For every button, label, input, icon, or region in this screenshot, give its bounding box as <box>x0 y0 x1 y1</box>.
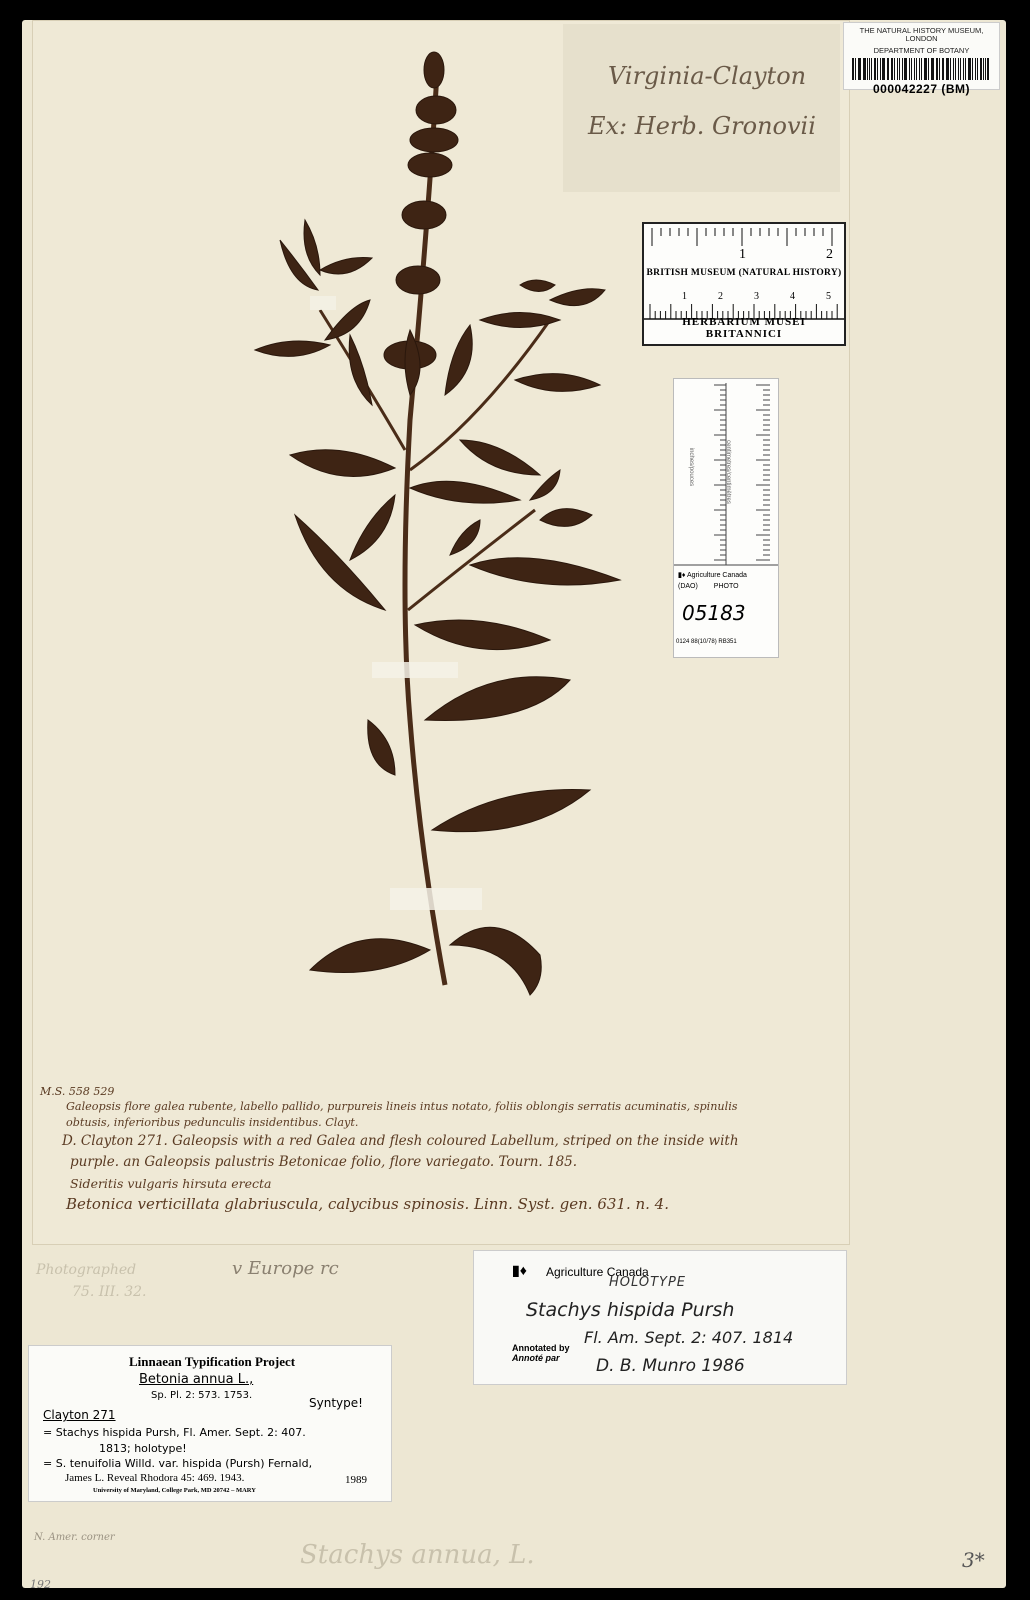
barcode-bar <box>943 58 944 80</box>
ruler-bottom-number: 5 <box>826 291 831 302</box>
species-pencil-note: Stachys annua, L. <box>300 1540 535 1570</box>
barcode-bar <box>939 58 940 80</box>
institution-line2: DEPARTMENT OF BOTANY <box>873 46 970 55</box>
barcode-bar <box>921 58 922 80</box>
barcode-bar <box>869 58 870 80</box>
ltp-line4: James L. Reveal Rhodora 45: 469. 1943. <box>65 1472 245 1484</box>
leaves <box>255 220 620 995</box>
barcode-bar <box>877 58 879 80</box>
barcode-bar <box>987 58 989 80</box>
holotype-label <box>473 1250 847 1385</box>
corner-mark: 3* <box>962 1548 985 1572</box>
barcode-bar <box>911 58 912 80</box>
barcode <box>852 58 991 80</box>
main-stem <box>405 55 445 985</box>
dao-scale-ruler <box>673 378 779 658</box>
barcode-bar <box>960 58 962 80</box>
tape-strip <box>372 662 458 678</box>
ltp-collector: Clayton 271 <box>43 1408 116 1422</box>
ltp-line3: = S. tenuifolia Willd. var. hispida (Pursh) Fernald, <box>43 1457 313 1470</box>
barcode-bar <box>863 58 866 80</box>
ltp-line1: = Stachys hispida Pursh, Fl. Amer. Sept. 2: 407. <box>43 1426 306 1439</box>
museum-name: BRITISH MUSEUM (NATURAL HISTORY) <box>646 268 842 278</box>
barcode-bar <box>932 58 934 80</box>
ltp-title: Linnaean Typification Project <box>129 1354 296 1369</box>
barcode-bar <box>882 58 885 80</box>
barcode-label <box>843 22 1000 96</box>
holotype-species: Stachys hispida Pursh <box>526 1299 735 1321</box>
ltp-citation: Sp. Pl. 2: 573. 1753. <box>151 1390 253 1401</box>
barcode-bar <box>928 58 929 80</box>
barcode-bar <box>924 58 927 80</box>
ruler-top-number: 1 <box>739 247 746 262</box>
collector-label-line2: Ex: Herb. Gronovii <box>588 112 816 140</box>
annotated-by: Annotated by <box>512 1343 570 1353</box>
dao-agency: Agriculture Canada <box>687 572 747 579</box>
annote-par: Annoté par <box>512 1353 560 1363</box>
barcode-bar <box>867 58 868 80</box>
barcode-bar <box>904 58 907 80</box>
barcode-bar <box>916 58 917 80</box>
ltp-year: 1989 <box>345 1474 367 1486</box>
unit-inches: inches/pouces <box>688 447 695 487</box>
collector-label-line1: Virginia-Clayton <box>608 62 807 90</box>
corner-note: N. Amer. corner <box>34 1532 115 1543</box>
barcode-bar <box>909 58 911 80</box>
photographed-note: Photographed <box>36 1262 137 1278</box>
dao-code: (DAO) <box>678 583 698 590</box>
barcode-bar <box>880 58 881 80</box>
note-line4: purple. an Galeopsis palustris Betonicae folio, flore variegato. Tourn. 185. <box>70 1154 578 1170</box>
barcode-bar <box>931 58 932 80</box>
annotator: D. B. Munro 1986 <box>596 1356 745 1376</box>
handwritten-notes <box>40 1085 850 1215</box>
barcode-bar <box>950 58 951 80</box>
barcode-bar <box>955 58 956 80</box>
institution-line1: THE NATURAL HISTORY MUSEUM, LONDON <box>859 26 984 43</box>
barcode-bar <box>859 58 861 80</box>
tape-strip <box>310 296 336 310</box>
photo-number: 05183 <box>682 601 746 625</box>
barcode-bar <box>894 58 895 80</box>
dao-footer: 0124 88(10/78) RB351 <box>676 639 737 645</box>
ltp-line2: 1813; holotype! <box>99 1442 187 1455</box>
ruler-bottom-number: 3 <box>754 291 759 302</box>
photographed-date: 75. III. 32. <box>72 1284 147 1300</box>
barcode-bar <box>963 58 964 80</box>
ms-ref: M.S. 558 529 <box>40 1085 115 1098</box>
barcode-bar <box>958 58 959 80</box>
barcode-bar <box>897 58 898 80</box>
ruler-bottom-number: 1 <box>682 291 687 302</box>
barcode-bar <box>888 58 889 80</box>
barcode-bar <box>977 58 978 80</box>
barcode-bar <box>887 58 888 80</box>
type-status: HOLOTYPE <box>609 1275 687 1290</box>
ruler-bottom-number: 4 <box>790 291 795 302</box>
barcode-bar <box>965 58 966 80</box>
barcode-bar <box>953 58 955 80</box>
ltp-footer: University of Maryland, College Park, MD 20742 – MARY <box>93 1487 256 1494</box>
barcode-bar <box>871 58 872 80</box>
unit-cm: centimetres/centimètres <box>724 440 731 504</box>
barcode-bar <box>855 58 856 80</box>
barcode-bar <box>914 58 915 80</box>
barcode-bar <box>852 58 854 80</box>
tape-strip <box>390 888 482 910</box>
holotype-agency: Agriculture Canada <box>546 1265 649 1279</box>
barcode-bar <box>936 58 938 80</box>
barcode-bar <box>946 58 949 80</box>
specimen-number: 000042227 (BM) <box>872 82 971 96</box>
holotype-reference: Fl. Am. Sept. 2: 407. 1814 <box>584 1328 794 1347</box>
barcode-bar <box>975 58 976 80</box>
page-number: 192 <box>30 1578 51 1591</box>
herbarium-name: HERBARIUM MUSEI BRITANNICI <box>682 316 806 340</box>
barcode-bar <box>983 58 984 80</box>
note-line5: Sideritis vulgaris hirsuta erecta <box>70 1176 272 1191</box>
barcode-bar <box>919 58 921 80</box>
europe-note: v Europe rc <box>232 1258 339 1279</box>
note-line6: Betonica verticillata glabriuscula, calycibus spinosis. Linn. Syst. gen. 631. n. 4. <box>66 1195 669 1213</box>
note-line1: Galeopsis flore galea rubente, labello pallido, purpureis lineis intus notato, foliis oblongis serratis acuminatis, spinulis <box>66 1100 738 1113</box>
barcode-bar <box>902 58 903 80</box>
barcode-bar <box>980 58 982 80</box>
canada-flag-icon: ▮♦ <box>512 1264 527 1279</box>
barcode-bar <box>891 58 893 80</box>
barcode-bar <box>968 58 971 80</box>
note-line2: obtusis, inferioribus pedunculis insidentibus. Clayt. <box>66 1116 359 1129</box>
collector-label <box>563 24 840 192</box>
barcode-bar <box>972 58 974 80</box>
barcode-bar <box>874 58 876 80</box>
ruler-top-number: 2 <box>826 247 833 262</box>
canada-flag-icon: ▮♦ <box>678 572 686 579</box>
ruler-bottom-number: 2 <box>718 291 723 302</box>
barcode-bar <box>858 58 859 80</box>
note-line3: D. Clayton 271. Galeopsis with a red Galea and flesh coloured Labellum, striped on the inside with <box>62 1133 739 1149</box>
dao-photo: PHOTO <box>713 583 739 590</box>
linnaean-typification-label <box>28 1345 392 1502</box>
ltp-name: Betonia annua L., <box>139 1372 254 1387</box>
barcode-bar <box>942 58 943 80</box>
barcode-bar <box>985 58 986 80</box>
barcode-bar <box>899 58 901 80</box>
ltp-status: Syntype! <box>309 1396 363 1410</box>
bm-scale-ruler <box>642 222 846 346</box>
